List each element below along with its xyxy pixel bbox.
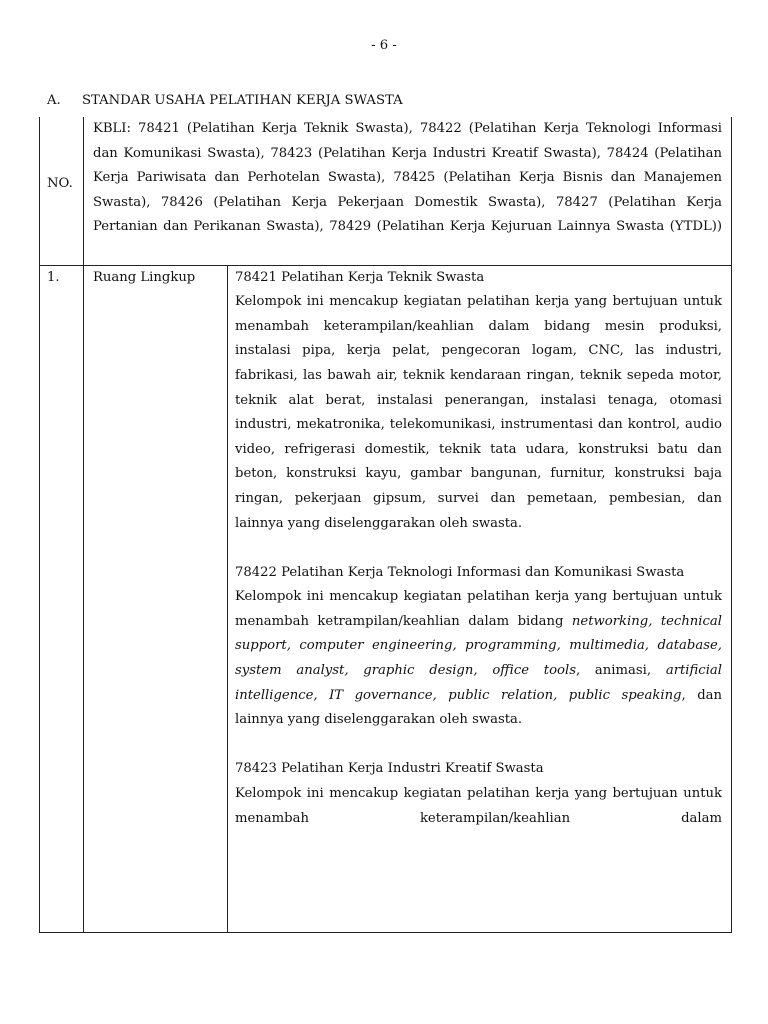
row-number: 1. [47,269,60,285]
row-name: Ruang Lingkup [93,269,196,285]
section-letter: A. [47,93,61,108]
page-number: - 6 - [371,38,397,53]
table-header-row [40,117,732,265]
kbli-78421-title: 78421 Pelatihan Kerja Teknik Swasta [235,269,485,285]
kbli-78423-description: Kelompok ini mencakup kegiatan pelatihan kerja yang bertujuan untuk menambah keterampilan/keahlian dalam [235,786,722,826]
row-name-cell [84,265,228,932]
section-heading [47,92,737,110]
scope-content [228,266,731,932]
no-label: NO. [47,176,73,191]
row-number-cell [40,265,84,932]
header-no-cell [40,117,84,265]
kbli-78422-italic-terms-1: networking, technical support, computer engineering, programming, multimedia, database, system analyst, graphic design, office tools [235,613,722,679]
header-kbli-cell [84,117,732,265]
kbli-text: KBLI: 78421 (Pelatihan Kerja Teknik Swasta), 78422 (Pelatihan Kerja Teknologi Informasi dan Komunikasi Swasta), 78423 (Pelatihan Kerja Industri Kreatif Swasta), 78424 (Pelatihan Kerja Pariwisata dan Perhotelan Swasta), 78425 (Pelatihan Kerja Bisnis dan Manajemen Swasta), 78426 (Pelatihan Kerja Pekerjaan Domestik Swasta), 78427 (Pelatihan Kerja Pertanian dan Perikanan Swasta), 78429 (Pelatihan Kerja Kejuruan Lainnya Swasta (YTDL)) [93,121,722,235]
kbli-78422-ending: , dan lainnya yang diselenggarakan oleh swasta. [235,687,722,728]
kbli-78422-title: 78422 Pelatihan Kerja Teknologi Informasi dan Komunikasi Swasta [235,564,685,580]
kbli-78422-description [235,585,722,733]
kbli-78423-title: 78423 Pelatihan Kerja Industri Kreatif Swasta [235,761,544,777]
section-title: STANDAR USAHA PELATIHAN KERJA SWASTA [82,93,403,108]
kbli-78422-italic-terms-2: artificial intelligence, IT governance, public relation, public speaking [235,663,722,703]
kbli-78422-separator: , animasi, [575,663,666,679]
row-content-cell [228,265,732,932]
kbli-78422-intro: Kelompok ini mencakup kegiatan pelatihan kerja yang bertujuan untuk menambah ketrampilan/keahlian dalam bidang [235,589,722,629]
table-row [40,265,732,932]
standard-table [39,117,732,933]
kbli-78421-description: Kelompok ini mencakup kegiatan pelatihan kerja yang bertujuan untuk menambah keterampilan/keahlian dalam bidang mesin produksi, instalasi pipa, kerja pelat, pengecoran logam, CNC, las industri, fabrikasi, las bawah air, teknik kendaraan ringan, teknik sepeda motor, teknik alat berat, instalasi penerangan, instalasi tenaga, otomasi industri, mekatronika, telekomunikasi, instrumentasi dan kontrol, audio video, refrigerasi domestik, teknik tata udara, konstruksi batu dan beton, konstruksi kayu, gambar bangunan, furnitur, konstruksi baja ringan, pekerjaan gipsum, survei dan pemetaan, pembesian, dan lainnya yang diselenggarakan oleh swasta. [235,294,722,531]
